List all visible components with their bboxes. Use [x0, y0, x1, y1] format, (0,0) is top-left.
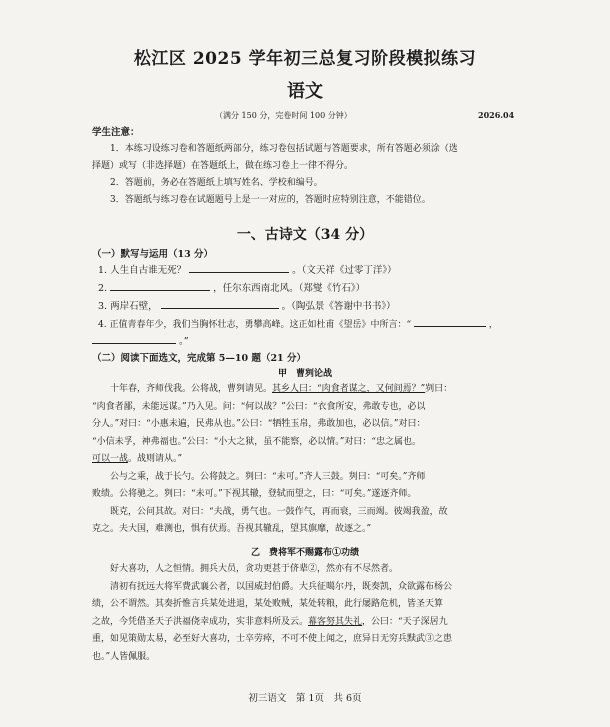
part2-heading: （二）阅读下面选文，完成第 5—10 题（21 分）	[92, 353, 306, 364]
q2-number: 2.	[98, 283, 108, 294]
text-b-line: 也。”人皆佩服。	[92, 651, 156, 662]
exam-info: （满分 150 分，完卷时间 100 分钟）	[215, 111, 352, 120]
text-b-line: 重，如见策勋太易，必至好大喜功，士卒劳瘁，不可不使上闻之，庶异日无穷兵黩武③之患	[92, 634, 453, 644]
text-a-body	[92, 381, 520, 539]
question-1	[98, 262, 397, 276]
text-a-line: 公与之乘，战于长勺。公将鼓之。刿曰：“未可。”齐人三鼓。刿曰：“可矣。”齐师	[110, 471, 426, 482]
text-a-line: 克之。夫大国，难测也，惧有伏焉。吾视其辙乱，望其旗靡，故逐之。”	[92, 524, 372, 534]
text-b-line	[92, 614, 520, 632]
q3-blank[interactable]	[161, 298, 279, 309]
text-a-p1-l5b: 。战则请从。”	[128, 454, 183, 464]
text-a-line: “小信未孚，神弗福也。”公曰：“小大之狱，虽不能察，必以情。”对曰：“忠之属也。	[92, 436, 422, 447]
q1-source: 。（文天祥《过零丁洋》）	[292, 265, 397, 276]
exam-date: 2026.04	[478, 110, 515, 120]
text-b-line: 清初有抚远大将军费武襄公者，以国威封伯爵。大兵征噶尔丹，既奏凯，众欲露布杨公	[110, 581, 453, 592]
q4-blank-2[interactable]	[92, 333, 176, 344]
notice-item-2: 2．答题前，务必在答题纸上填写姓名、学校和编号。	[110, 178, 323, 188]
text-a-underlined-2: 可以一战	[92, 454, 129, 464]
notice-item-1-cont: 择题）或写（非选择题）在答题纸上，做在练习卷上一律不得分。	[92, 161, 354, 171]
text-b-body	[92, 561, 520, 666]
text-a-line: 既克，公问其故。对曰：“夫战，勇气也。一鼓作气，再而衰，三而竭。彼竭我盈，故	[110, 506, 448, 517]
notice-item-1: 1．本练习设练习卷和答题纸两部分，练习卷包括试题与答题要求，所有答题必须涂（选	[110, 144, 458, 154]
text-a-line	[92, 381, 520, 399]
text-a-p1-l1a: 十年春，齐师伐我。公将战，曹刿请见。	[110, 384, 273, 394]
text-b-line: 绩，公不谓然。其奏折惟言兵某处进退，某处败贼，某处转粮，此行屡路危机，皆圣天算	[92, 599, 444, 609]
page-footer: 初三语文 第 1页 共 6页	[248, 693, 362, 704]
subject-title: 语文	[287, 81, 323, 102]
q4-end: 。”	[179, 336, 189, 347]
notice-heading: 学生注意：	[92, 127, 140, 138]
text-a-line: 分人。”对曰：“小惠未遍，民弗从也。”公曰：“牺牲玉帛，弗敢加也，必以信。”对曰：	[92, 419, 426, 429]
text-a-line: “肉食者鄙，未能远谋。”乃入见。问：“何以战？”公曰：“衣食所安，弗敢专也，必以	[92, 401, 426, 412]
text-a-line: 败绩。公将驰之。刿曰：“未可。”下视其辙，登轼而望之，曰：“可矣。”遂逐齐师。	[92, 489, 417, 499]
question-3	[98, 298, 396, 312]
q2-source: ，任尔东西南北风。（郑燮《竹石》）	[213, 283, 366, 294]
q4-comma: ，	[488, 320, 498, 330]
q4-blank-1[interactable]	[414, 316, 486, 327]
text-b-underlined: 幕客努其失礼	[308, 616, 363, 627]
q1-blank[interactable]	[189, 262, 289, 273]
q2-blank[interactable]	[110, 280, 210, 291]
text-b-line: 好大喜功，人之恒情。拥兵大员，贪功更甚于侪辈②，然亦有不尽然者。	[110, 564, 399, 574]
q3-text: 3. 两岸石壁，	[98, 301, 158, 312]
question-2	[98, 280, 365, 294]
q1-text: 1. 人生自古谁无死？	[98, 265, 187, 276]
text-b-p2-l3a: 之故，今凭借圣天子洪福侥幸成功，实非意料所及云。	[92, 616, 309, 627]
text-a-title: 甲 曹刿论战	[277, 369, 332, 379]
part1-heading: （一）默写与运用（13 分）	[92, 249, 214, 260]
text-a-underlined-1: 其乡人曰：“肉食者谋之，又何间焉？”	[272, 384, 426, 394]
question-4-cont	[92, 333, 189, 347]
question-4	[98, 316, 498, 330]
text-b-p2-l3b: ，公曰：“天子深居九	[362, 616, 448, 627]
text-b-title: 乙 费将军不赐露布①功绩	[250, 548, 359, 558]
text-a-line	[92, 451, 520, 469]
q4-text: 4. 正值青春年少，我们当胸怀壮志，勇攀高峰。这正如杜甫《望岳》中所言：“	[98, 320, 412, 330]
text-a-p1-l1b: 刿曰：	[425, 384, 453, 394]
section-title: 一、古诗文（34 分）	[236, 227, 374, 243]
q3-source: 。（陶弘景《答谢中书书》）	[281, 301, 396, 312]
exam-title: 松江区 2025 学年初三总复习阶段模拟练习	[133, 49, 477, 69]
notice-item-3: 3．答题纸与练习卷在试题题号上是一一对应的，答题时应特别注意，不能错位。	[110, 195, 431, 205]
